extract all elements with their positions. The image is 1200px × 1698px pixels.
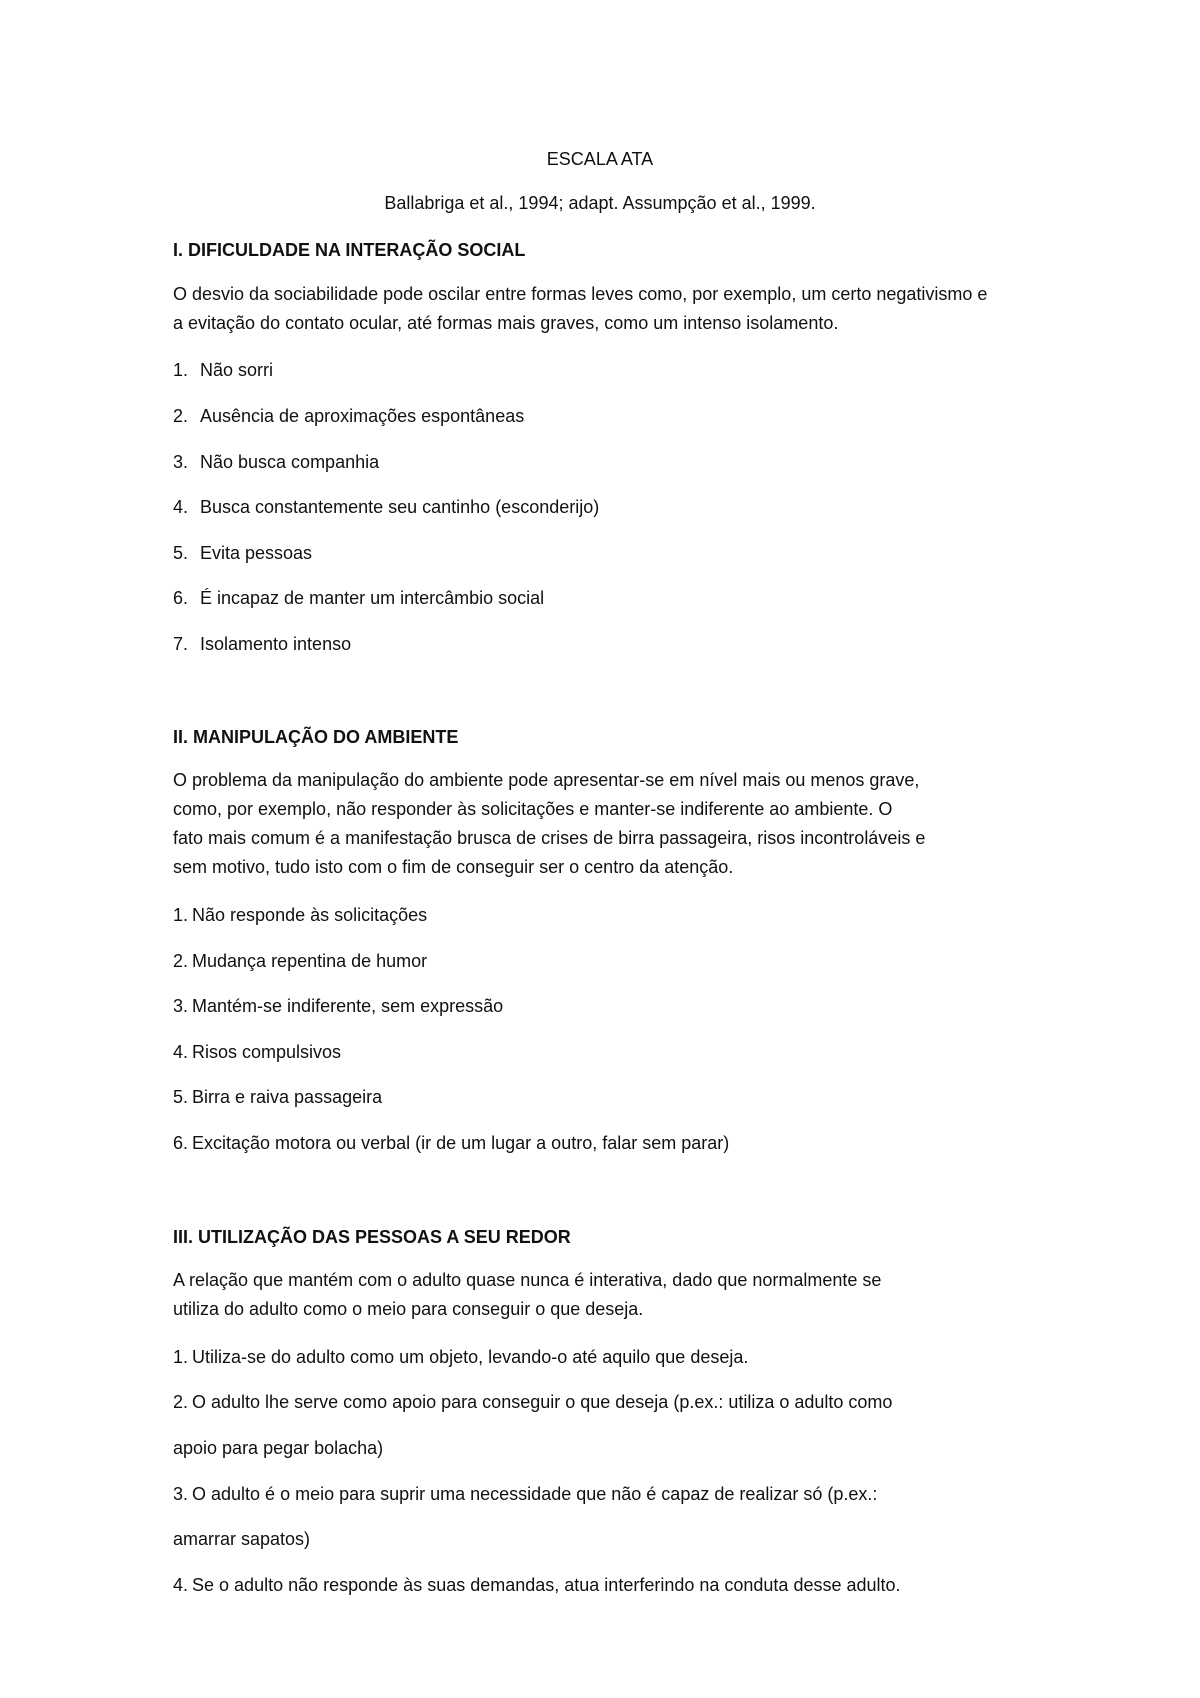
section-intro-line: A relação que mantém com o adulto quase nunca é interativa, dado que normalmente se	[173, 1270, 882, 1290]
list-item-number: 1.	[173, 905, 189, 925]
list-item-text: O adulto é o meio para suprir uma necessidade que não é capaz de realizar só (p.ex.:	[192, 1484, 878, 1504]
section-heading-2: II. MANIPULAÇÃO DO AMBIENTE	[173, 727, 459, 747]
list-item-text: Não sorri	[200, 360, 274, 380]
list-item-text: Não busca companhia	[200, 452, 380, 472]
document-reference: Ballabriga et al., 1994; adapt. Assumpção et al., 1999.	[384, 193, 816, 213]
list-item-number: 6.	[173, 588, 189, 608]
list-item	[173, 995, 503, 1017]
section-heading-3: III. UTILIZAÇÃO DAS PESSOAS A SEU REDOR	[173, 1227, 571, 1247]
list-item-number: 4.	[173, 1042, 189, 1062]
list-item-text: Busca constantemente seu cantinho (esconderijo)	[200, 497, 600, 517]
list-item-number: 2.	[173, 951, 189, 971]
list-item	[173, 633, 351, 655]
section-intro-line: como, por exemplo, não responder às solicitações e manter-se indiferente ao ambiente. O	[173, 799, 893, 819]
list-item-text: apoio para pegar bolacha)	[173, 1438, 384, 1458]
list-item-text: Ausência de aproximações espontâneas	[200, 406, 525, 426]
list-item-text: Mudança repentina de humor	[192, 951, 428, 971]
list-item-text: Não responde às solicitações	[192, 905, 428, 925]
section-intro-line: fato mais comum é a manifestação brusca de crises de birra passageira, risos incontroláveis e	[173, 828, 926, 848]
list-item-number: 2.	[173, 1392, 189, 1412]
list-item-text: Se o adulto não responde às suas demandas, atua interferindo na conduta desse adulto.	[192, 1575, 901, 1595]
list-item	[173, 1132, 729, 1154]
list-item	[173, 1483, 877, 1505]
list-item-text: O adulto lhe serve como apoio para conseguir o que deseja (p.ex.: utiliza o adulto como	[192, 1392, 893, 1412]
list-item-text: Birra e raiva passageira	[192, 1087, 383, 1107]
list-item-number: 1.	[173, 1347, 189, 1367]
list-item	[173, 587, 544, 609]
list-item-number: 7.	[173, 634, 189, 654]
section-intro-1	[173, 280, 987, 338]
list-item-continuation	[173, 1528, 310, 1550]
list-item-text: Evita pessoas	[200, 543, 313, 563]
list-item	[173, 1346, 748, 1368]
section-intro-line: a evitação do contato ocular, até formas mais graves, como um intenso isolamento.	[173, 313, 839, 333]
list-item-text: Mantém-se indiferente, sem expressão	[192, 996, 504, 1016]
list-item-text: amarrar sapatos)	[173, 1529, 311, 1549]
section-intro-line: O problema da manipulação do ambiente pode apresentar-se em nível mais ou menos grave,	[173, 770, 920, 790]
list-item-number: 3.	[173, 996, 189, 1016]
list-item	[173, 1041, 341, 1063]
list-item-number: 6.	[173, 1133, 189, 1153]
list-item	[173, 1391, 892, 1413]
section-intro-line: O desvio da sociabilidade pode oscilar entre formas leves como, por exemplo, um certo negativismo e	[173, 284, 988, 304]
list-item-number: 4.	[173, 497, 189, 517]
list-item-text: Risos compulsivos	[192, 1042, 342, 1062]
section-intro-line: sem motivo, tudo isto com o fim de conseguir ser o centro da atenção.	[173, 857, 734, 877]
list-item-continuation	[173, 1437, 383, 1459]
list-item-number: 2.	[173, 406, 189, 426]
list-item-text: É incapaz de manter um intercâmbio social	[200, 588, 545, 608]
list-item-number: 3.	[173, 452, 189, 472]
list-item-number: 5.	[173, 543, 189, 563]
list-item-text: Excitação motora ou verbal (ir de um lugar a outro, falar sem parar)	[192, 1133, 730, 1153]
list-item-number: 3.	[173, 1484, 189, 1504]
section-intro-2	[173, 766, 925, 882]
section-intro-line: utiliza do adulto como o meio para conseguir o que deseja.	[173, 1299, 644, 1319]
list-item	[173, 542, 312, 564]
list-item	[173, 496, 599, 518]
list-item-text: Utiliza-se do adulto como um objeto, levando-o até aquilo que deseja.	[192, 1347, 749, 1367]
list-item	[173, 405, 524, 427]
list-item	[173, 451, 379, 473]
section-intro-3	[173, 1266, 881, 1324]
list-item-number: 4.	[173, 1575, 189, 1595]
list-item-number: 5.	[173, 1087, 189, 1107]
list-item	[173, 950, 427, 972]
list-item-text: Isolamento intenso	[200, 634, 352, 654]
section-heading-1: I. DIFICULDADE NA INTERAÇÃO SOCIAL	[173, 240, 526, 260]
document-title: ESCALA ATA	[546, 149, 654, 169]
list-item	[173, 904, 427, 926]
list-item	[173, 1574, 901, 1596]
list-item	[173, 359, 273, 381]
list-item-number: 1.	[173, 360, 189, 380]
list-item	[173, 1086, 382, 1108]
